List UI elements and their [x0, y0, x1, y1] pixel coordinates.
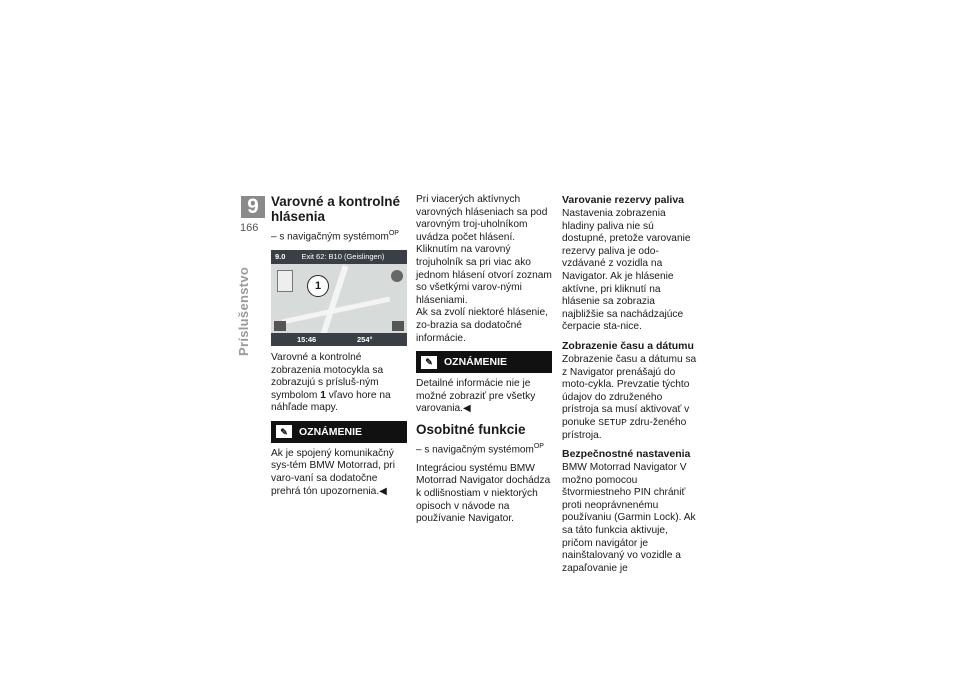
subsection-heading: Varovanie rezervy paliva: [562, 194, 684, 206]
paragraph: Pri viacerých aktívnych varovných hláseniach sa pod varovným troj-uholníkom uvádza počet hlásení. Kliknutím na varovný trojuholník sa pri viac ako jednom hlásení otvorí zoznam so všetkými varov-nými hláseniami.: [416, 194, 552, 306]
paragraph: Varovné a kontrolné zobrazenia motocykla sa zobrazujú s prísluš-ným symbolom 1 vľavo hore na náhľade mapy.: [271, 351, 391, 414]
column-2: [416, 194, 552, 532]
section-subtitle: – s navigačným systémom$^{OP}$: [416, 442, 544, 456]
paragraph: Nastavenia zobrazenia hladiny paliva nie sú dostupné, pretože varovanie rezervy paliva je odo-vzdávané z vozidla na Navigator. Ak je hlásenie aktívne, pri kliknutí na hlásenie sa zobrazia najbližšie sa nachádzajúce čerpacie sta-nice.: [562, 208, 691, 333]
paragraph: Ak sa zvolí niektoré hlásenie, zo-brazia sa dodatočné informácie.: [416, 307, 548, 344]
menu-icon: [392, 321, 404, 331]
map-top-bar: 9.0 Exit 62: B10 (Geislingen): [271, 250, 407, 264]
section-subtitle: – s navigačným systémom$^{OP}$: [271, 230, 399, 243]
navigation-map-image: [271, 250, 407, 346]
chapter-side-label: Príslušenstvo: [236, 266, 251, 356]
subsection-heading: Bezpečnostné nastavenia: [562, 448, 691, 461]
chapter-tab: 9: [241, 196, 265, 218]
back-icon: [274, 321, 286, 331]
paragraph: Integráciou systému BMW Motorrad Navigator dochádza k odlišnostiam v niektorých opisoch v návode na používanie Navigator.: [416, 462, 551, 525]
subsection-heading: Zobrazenie času a dátumu: [562, 339, 694, 352]
warning-triangle-icon: [277, 270, 293, 292]
section-heading: Osobitné funkcie: [416, 421, 526, 437]
paragraph: BMW Motorrad Navigator V možno pomocou štvormiestneho PIN chrániť proti neoprávnenému používaniu (Garmin Lock). Ak sa táto funkcia aktivuje, pričom navigátor je nainštalovaný vo vozidle a zapaľovanie je: [562, 462, 696, 574]
column-1: [271, 194, 407, 504]
callout-marker: 1: [307, 275, 329, 297]
notice-icon: ✎: [276, 425, 292, 438]
paragraph: Detailné informácie nie je možné zobraziť pre všetky varovania.◀: [416, 378, 536, 415]
notice-icon: ✎: [421, 356, 437, 369]
column-3: [562, 194, 698, 581]
paragraph: Zobrazenie času a dátumu sa z Navigator prenášajú do moto-cykla. Prevzatie týchto údajov do združeného prístroja sa musí aktivovať v ponuke SETUP zdru-ženého prístroja.: [562, 353, 697, 441]
paragraph: Ak je spojený komunikačný sys-tém BMW Motorrad, pri varo-vaní sa dodatočne prehrá tón upozornenia.◀: [271, 447, 395, 497]
map-bottom-bar: 15:46 254°: [271, 333, 407, 346]
zoom-icon: [391, 270, 403, 282]
section-heading: Varovné a kontrolné hlásenia: [271, 194, 401, 224]
notice-banner: ✎ OZNÁMENIE: [416, 351, 552, 373]
page-number: 166: [240, 222, 259, 234]
notice-banner: ✎ OZNÁMENIE: [271, 421, 407, 443]
